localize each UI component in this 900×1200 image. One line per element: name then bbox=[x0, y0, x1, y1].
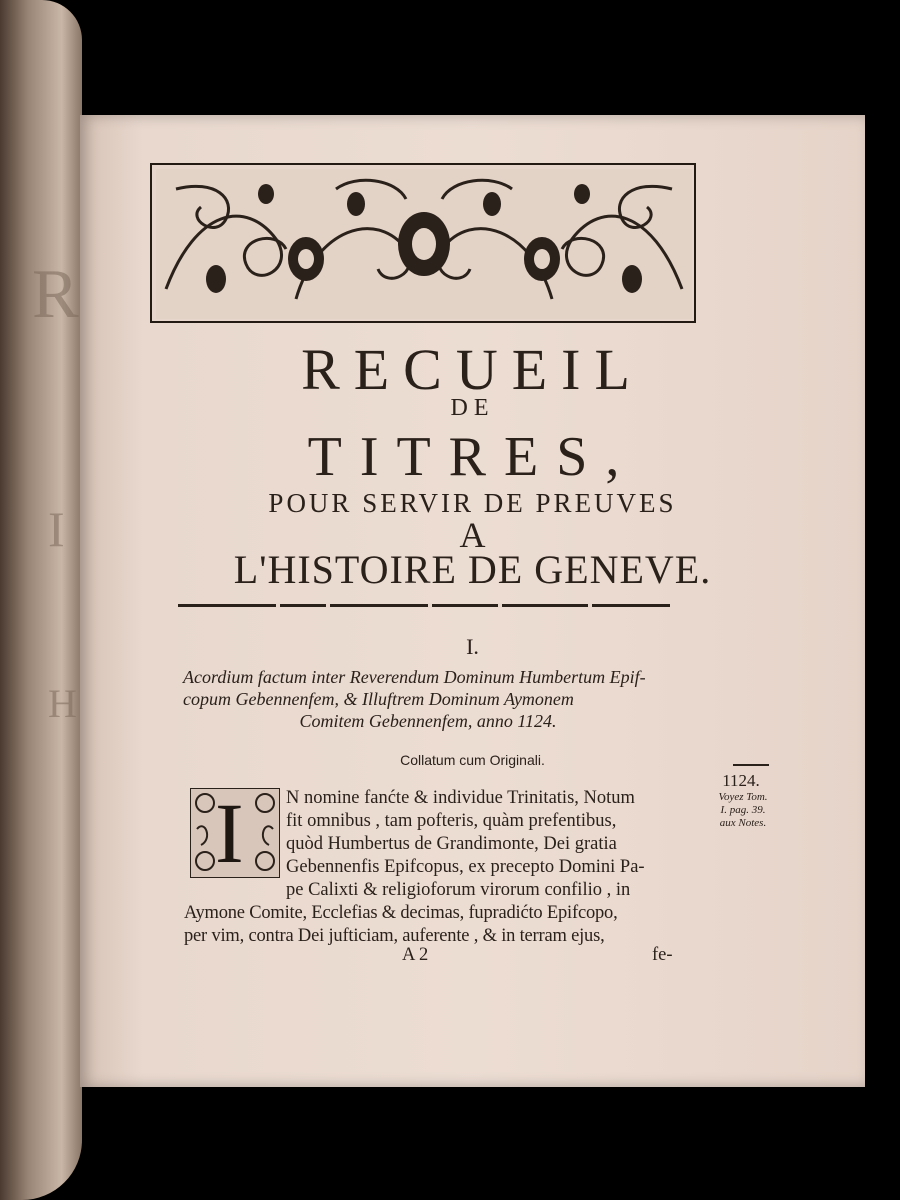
heading-line: Acordium factum inter Reverendum Dominum Humbertum Epif- bbox=[183, 667, 646, 687]
body-line: pe Calixti & religioforum virorum confilio , in bbox=[286, 880, 631, 900]
title-recueil: RECUEIL bbox=[301, 337, 644, 402]
body-line: Gebennenfis Epifcopus, ex precepto Domini Pa- bbox=[286, 857, 645, 877]
drop-cap-letter: I bbox=[215, 785, 244, 881]
ghost-letter: R bbox=[32, 256, 79, 333]
title-de: DE bbox=[450, 395, 495, 421]
body-line: Aymone Comite, Ecclefias & decimas, fupradićto Epifcopo, bbox=[184, 903, 618, 923]
catchword: fe- bbox=[652, 945, 673, 965]
body-line: fit omnibus , tam pofteris, quàm prefentibus, bbox=[286, 811, 617, 831]
decorative-rule bbox=[178, 604, 670, 607]
section-number: I. bbox=[466, 634, 479, 659]
heading-line: Comitem Gebennenfem, anno 1124. bbox=[299, 711, 557, 731]
body-line: quòd Humbertus de Grandimonte, Dei gratia bbox=[286, 834, 617, 854]
body-line: per vim, contra Dei jufticiam, auferente , & in terram ejus, bbox=[184, 926, 605, 946]
margin-note-line: I. pag. 39. bbox=[720, 804, 766, 816]
margin-note bbox=[708, 791, 778, 830]
signature-mark: A 2 bbox=[402, 945, 429, 965]
ghost-letter: I bbox=[48, 501, 65, 557]
margin-note-line: Voyez Tom. bbox=[718, 791, 768, 803]
heading-line: copum Gebennenfem, & Illuftrem Dominum Aymonem bbox=[183, 689, 574, 709]
title-pour-servir: POUR SERVIR DE PREUVES bbox=[268, 488, 677, 518]
ghost-letter: H bbox=[48, 681, 77, 726]
left-page-edge bbox=[0, 0, 82, 1200]
ornament-pattern bbox=[156, 169, 692, 319]
drop-cap bbox=[190, 785, 280, 881]
title-titres: TITRES, bbox=[307, 426, 638, 488]
margin-note-line: aux Notes. bbox=[719, 817, 767, 829]
title-a: A bbox=[459, 515, 486, 555]
margin-year: 1124. bbox=[722, 771, 760, 790]
document-heading bbox=[183, 666, 673, 732]
title-histoire: L'HISTOIRE DE GENEVE. bbox=[233, 547, 712, 592]
collation-note: Collatum cum Originali. bbox=[400, 752, 545, 768]
body-line: N nomine fanćte & individue Trinitatis, Notum bbox=[286, 788, 635, 808]
ornamental-headpiece bbox=[150, 163, 696, 323]
margin-rule bbox=[733, 764, 769, 766]
